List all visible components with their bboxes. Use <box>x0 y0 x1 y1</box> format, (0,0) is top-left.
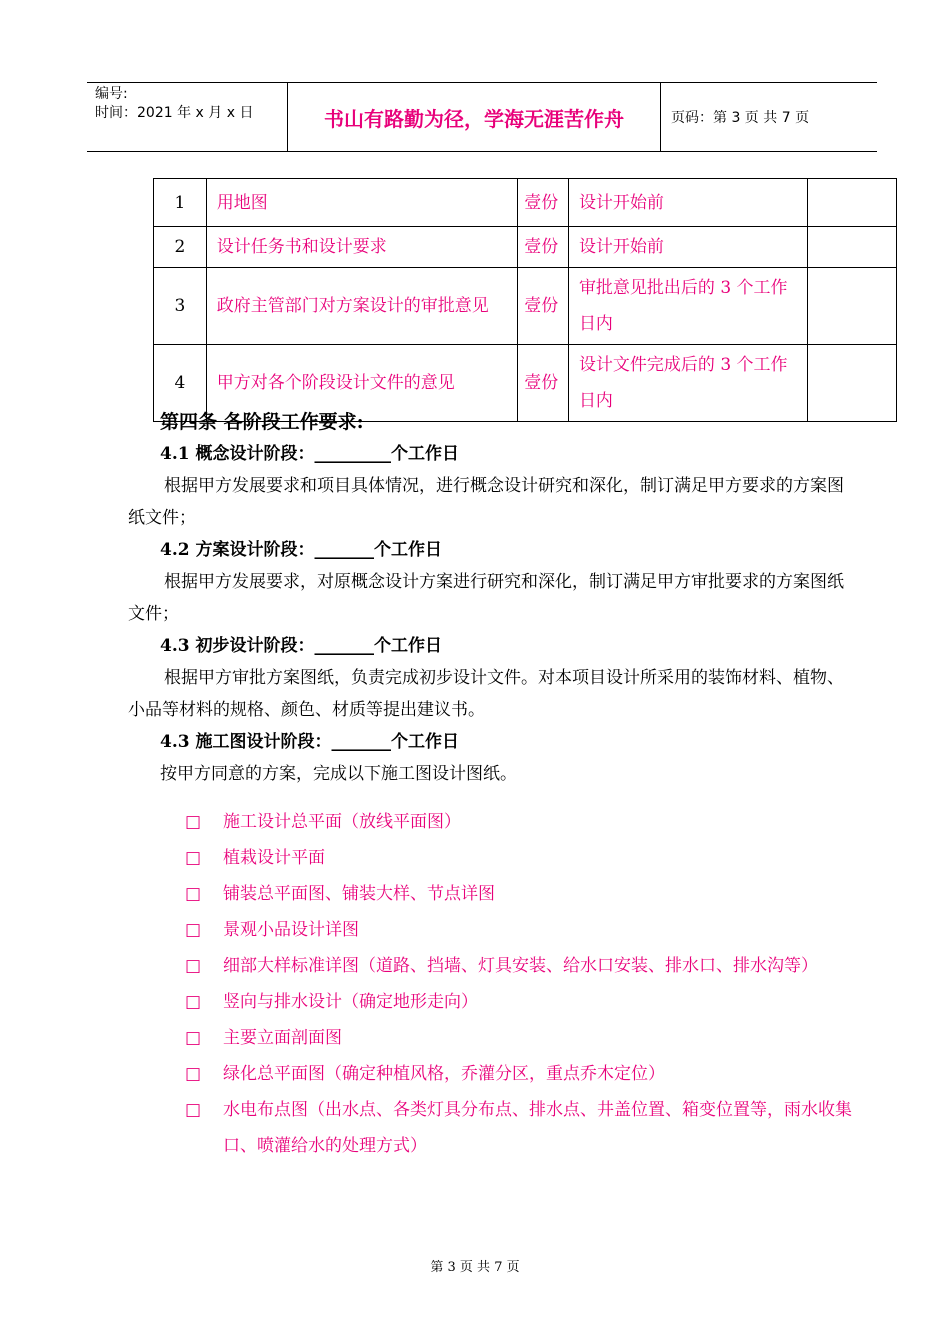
list-item <box>185 1056 855 1092</box>
checkbox-icon: □ <box>185 884 202 904</box>
row-number: 2 <box>154 227 207 268</box>
checkbox-icon: □ <box>185 920 202 940</box>
page-header <box>87 82 877 152</box>
checkbox-icon: □ <box>185 992 202 1012</box>
row-name: 政府主管部门对方案设计的审批意见 <box>206 268 517 345</box>
table-row <box>154 227 897 268</box>
list-item <box>185 804 855 840</box>
checkbox-icon: □ <box>185 1028 202 1048</box>
row-quantity: 壹份 <box>518 179 569 227</box>
article-section <box>128 406 848 790</box>
checkbox-icon: □ <box>185 1064 202 1084</box>
section-title: 4.2 方案设计阶段：_______个工作日 <box>160 540 442 560</box>
list-item <box>185 1092 855 1164</box>
row-number: 4 <box>154 345 207 422</box>
article-title: 第四条 各阶段工作要求: <box>160 411 364 433</box>
row-number: 1 <box>154 179 207 227</box>
list-item-text: 水电布点图（出水点、各类灯具分布点、排水点、井盖位置、箱变位置等，雨水收集口、喷灌给水的处理方式） <box>223 1100 852 1156</box>
list-item-text: 竖向与排水设计（确定地形走向） <box>223 992 478 1012</box>
table-row <box>154 179 897 227</box>
list-item <box>185 948 855 984</box>
section-text: 根据甲方发展要求和项目具体情况，进行概念设计研究和深化，制订满足甲方要求的方案图纸文件； <box>128 476 844 528</box>
row-time: 设计开始前 <box>568 227 807 268</box>
checkbox-icon: □ <box>185 812 202 832</box>
checkbox-icon: □ <box>185 956 202 976</box>
row-name: 用地图 <box>206 179 517 227</box>
section-title: 4.3 初步设计阶段：_______个工作日 <box>160 636 442 656</box>
table-row <box>154 268 897 345</box>
row-note <box>807 227 896 268</box>
checkbox-icon: □ <box>185 1100 202 1120</box>
row-name: 设计任务书和设计要求 <box>206 227 517 268</box>
document-time-label: 时间：2021 年 x 月 x 日 <box>95 105 254 121</box>
document-number-label: 编号: <box>95 86 128 102</box>
row-time: 设计文件完成后的 3 个工作日内 <box>568 345 807 422</box>
list-item-text: 施工设计总平面（放线平面图） <box>223 812 461 832</box>
row-quantity: 壹份 <box>518 345 569 422</box>
header-divider <box>660 83 661 151</box>
header-divider <box>287 83 288 151</box>
list-item <box>185 1020 855 1056</box>
header-meta <box>95 85 285 123</box>
list-item-text: 细部大样标准详图（道路、挡墙、灯具安装、给水口安装、排水口、排水沟等） <box>223 956 818 976</box>
list-item-text: 景观小品设计详图 <box>223 920 359 940</box>
row-note <box>807 268 896 345</box>
list-item <box>185 876 855 912</box>
row-name: 甲方对各个阶段设计文件的意见 <box>206 345 517 422</box>
section-title: 4.1 概念设计阶段：_________个工作日 <box>160 444 459 464</box>
list-item <box>185 840 855 876</box>
list-item <box>185 984 855 1020</box>
row-quantity: 壹份 <box>518 268 569 345</box>
row-time: 设计开始前 <box>568 179 807 227</box>
list-item-text: 铺装总平面图、铺装大样、节点详图 <box>223 884 495 904</box>
section-title: 4.3 施工图设计阶段：_______个工作日 <box>160 732 459 752</box>
section-text: 按甲方同意的方案，完成以下施工图设计图纸。 <box>160 764 517 784</box>
list-item-text: 主要立面剖面图 <box>223 1028 342 1048</box>
row-number: 3 <box>154 268 207 345</box>
document-table <box>153 178 897 422</box>
section-text: 根据甲方发展要求，对原概念设计方案进行研究和深化，制订满足甲方审批要求的方案图纸文件； <box>128 572 844 624</box>
page-footer: 第 3 页 共 7 页 <box>430 1260 520 1275</box>
checkbox-icon: □ <box>185 848 202 868</box>
row-time: 审批意见批出后的 3 个工作日内 <box>568 268 807 345</box>
list-item <box>185 912 855 948</box>
header-motto: 书山有路勤为径，学海无涯苦作舟 <box>324 107 624 131</box>
list-item-text: 植栽设计平面 <box>223 848 325 868</box>
row-note <box>807 179 896 227</box>
section-text: 根据甲方审批方案图纸，负责完成初步设计文件。对本项目设计所采用的装饰材料、植物、小品等材料的规格、颜色、材质等提出建议书。 <box>128 668 844 720</box>
header-page-label: 页码：第 3 页 共 7 页 <box>671 110 810 126</box>
drawing-checklist <box>185 804 855 1164</box>
row-quantity: 壹份 <box>518 227 569 268</box>
list-item-text: 绿化总平面图（确定种植风格，乔灌分区，重点乔木定位） <box>223 1064 665 1084</box>
